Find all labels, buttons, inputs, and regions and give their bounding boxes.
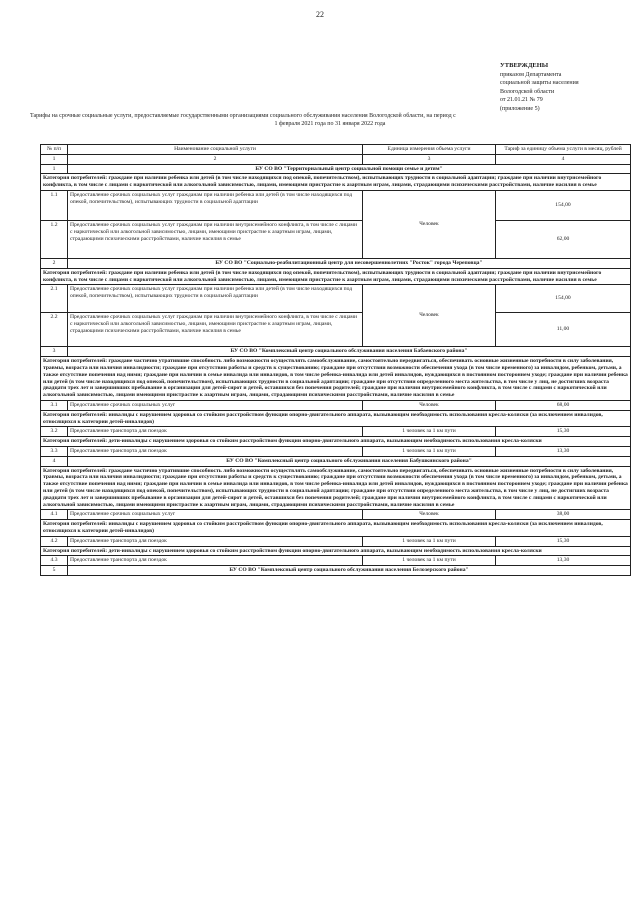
item-unit: 1 человек за 1 км пути <box>363 427 496 437</box>
category-text: Категория потребителей: инвалиды с нарушением здоровья со стойким расстройством функции опорно-двигательного аппарата, вызывающим необходимость использования кресла-коляски (за исключением инвалидов, относящихся к категории детей-инвалидов) <box>41 410 631 427</box>
category-text: Категория потребителей: граждане частично утратившие способность либо возможности осуществлять самообслуживание, самостоятельно передвигаться, обеспечивать основные жизненные потребности в силу заболевания, травмы, возраста или наличия инвалидности; граждане при отсутствии работы и средств к существованию; граждане при отсутствии возможности обеспечения ухода (в том числе временного) за инвалидом, ребенком, детьми, а также отсутствие попечения над ними; граждане при наличии в семье инвалида или инвалидов, в том числе ребенка-инвалида или детей инвалидов, нуждающихся в постоянном постороннем уходе; граждане при наличии ребенка или детей (в том числе находящихся под опекой, попечительством), испытывающих трудности в социальной адаптации; граждане при отсутствии определенного места жительства, в том числе у лиц, не достигших возраста двадцати трех лет и завершивших пребывание в организации для детей-сирот и детей, оставшихся без попечения родителей; граждане при наличии внутрисемейного конфликта, в том числе с лицами с наркотической или алкогольной зависимостью, лицами имеющими пристрастие к азартным играм, лицами, страдающими психическими расстройствами, наличие насилия в семье <box>41 466 631 510</box>
item-unit: Человек <box>363 400 496 410</box>
item-name: Предоставление срочных социальных услуг <box>68 400 363 410</box>
item-num: 4.2 <box>41 536 68 546</box>
item-num: 3.3 <box>41 446 68 456</box>
table-row <box>41 446 631 456</box>
category-text: Категория потребителей: граждане при наличии ребенка или детей (в том числе находящихся под опекой, попечительством), испытывающих трудности в социальной адаптации; граждане при наличии внутрисемейного конфликта, в том числе с лицами с наркотической или алкогольной зависимостью, лицами, имеющими пристрастие к азартным играм, лицами, страдающими психическими расстройствами, наличие насилия в семье <box>41 174 631 191</box>
approval-line: (приложение 5) <box>500 105 540 112</box>
item-unit: Человек <box>363 285 496 347</box>
title-line: Тарифы на срочные социальные услуги, предоставляемые государственными организациями социального обслуживания населения Вологодской области, на период с <box>30 113 456 119</box>
header-price: Тариф за единицу объема услуги в месяц, рублей <box>496 145 631 155</box>
section-row <box>41 456 631 466</box>
section-num: 1 <box>41 164 68 174</box>
category-row <box>41 410 631 427</box>
table-row <box>41 313 631 347</box>
item-name: Предоставление транспорта для поездок <box>68 556 363 566</box>
item-name: Предоставление срочных социальных услуг <box>68 510 363 520</box>
index-cell: 4 <box>496 154 631 164</box>
item-price: 38,00 <box>496 510 631 520</box>
category-text: Категория потребителей: дети-инвалиды с нарушением здоровья со стойким расстройством функции опорно-двигательного аппарата, вызывающим необходимость использования кресла-коляски <box>41 437 631 447</box>
organization-name: БУ СО ВО "Комплексный центр социального обслуживания населения Бабаевского района" <box>68 347 631 357</box>
section-num: 3 <box>41 347 68 357</box>
item-num: 2.1 <box>41 285 68 313</box>
section-row <box>41 566 631 576</box>
item-num: 4.1 <box>41 510 68 520</box>
category-row <box>41 520 631 537</box>
table-row <box>41 285 631 313</box>
item-price: 154,00 <box>496 285 631 313</box>
item-price: 154,00 <box>496 190 631 220</box>
approval-stamp <box>500 62 630 113</box>
item-name: Предоставление транспорта для поездок <box>68 446 363 456</box>
item-price: 68,00 <box>496 400 631 410</box>
document-title <box>30 112 630 128</box>
item-num: 3.2 <box>41 427 68 437</box>
item-unit: 1 человек за 1 км пути <box>363 446 496 456</box>
category-text: Категория потребителей: граждане при наличии ребенка или детей (в том числе находящихся под опекой, попечительством), испытывающих трудности в социальной адаптации; граждане при наличии внутрисемейного конфликта, в том числе с лицами с наркотической или алкогольной зависимостью, лицами, имеющими пристрастие к азартным играм, лицами, страдающими психическими расстройствами, наличие насилия в семье <box>41 268 631 285</box>
item-unit: 1 человек за 1 км пути <box>363 536 496 546</box>
header-unit: Единица измерения объема услуги <box>363 145 496 155</box>
category-text: Категория потребителей: дети-инвалиды с нарушением здоровья со стойким расстройством функции опорно-двигательного аппарата, вызывающим необходимость использования кресла-коляски <box>41 546 631 556</box>
item-name: Предоставление срочных социальных услуг гражданам при наличии ребенка или детей (в том числе находящихся под опекой, попечительством), испытывающих трудности в социальной адаптации <box>68 190 363 220</box>
organization-name: БУ СО ВО "Социально-реабилитационный центр для несовершеннолетних "Росток" города Череповца" <box>68 258 631 268</box>
category-row <box>41 174 631 191</box>
item-unit: 1 человек за 1 км пути <box>363 556 496 566</box>
column-index-row <box>41 154 631 164</box>
category-text: Категория потребителей: инвалиды с нарушением здоровья со стойким расстройством функции опорно-двигательного аппарата, вызывающим необходимость использования кресла-коляски (за исключением инвалидов, относящихся к категории детей-инвалидов) <box>41 520 631 537</box>
section-row <box>41 258 631 268</box>
category-row <box>41 357 631 401</box>
tariff-table <box>40 144 631 576</box>
table-row <box>41 427 631 437</box>
table-row <box>41 400 631 410</box>
header-num: № п/п <box>41 145 68 155</box>
item-unit: Человек <box>363 510 496 520</box>
item-num: 3.1 <box>41 400 68 410</box>
item-num: 1.2 <box>41 220 68 258</box>
table-row <box>41 536 631 546</box>
category-text: Категория потребителей: граждане частично утратившие способность либо возможности осуществлять самообслуживание, самостоятельно передвигаться, обеспечивать основные жизненные потребности в силу заболевания, травмы, возраста или наличия инвалидности; граждане при отсутствии работы и средств к существованию; граждане при отсутствии возможности обеспечения ухода (в том числе временного) за инвалидом, ребенком, детьми, а также отсутствие попечения над ними; граждане при наличии в семье инвалида или инвалидов, в том числе ребенка-инвалида или детей инвалидов, нуждающихся в постоянном постороннем уходе; граждане при наличии ребенка или детей (в том числе находящихся под опекой, попечительством), испытывающих трудности в социальной адаптации; граждане при отсутствии определенного места жительства, в том числе у лиц, не достигших возраста двадцати трех лет и завершивших пребывание в организации для детей-сирот и детей, оставшихся без попечения родителей; граждане при наличии внутрисемейного конфликта, в том числе с лицами с наркотической или алкогольной зависимостью, лицами имеющими пристрастие к азартным играм, лицами, страдающими психическими расстройствами, наличие насилия в семье <box>41 357 631 401</box>
section-row <box>41 347 631 357</box>
item-unit: Человек <box>363 190 496 258</box>
approval-date: от 21.01.21 № 79 <box>500 97 543 103</box>
item-price: 15,30 <box>496 536 631 546</box>
item-price: 11,00 <box>496 313 631 347</box>
item-name: Предоставление срочных социальных услуг гражданам при наличии внутрисемейного конфликта, в том числе с лицами с наркотической или алкогольной зависимостью, лицами, имеющими пристрастие к азартным играм, лицами, страдающими психическими расстройствами, наличие насилия в семье <box>68 220 363 258</box>
approval-heading: УТВЕРЖДЕНЫ <box>500 62 549 69</box>
item-name: Предоставление транспорта для поездок <box>68 536 363 546</box>
category-row <box>41 268 631 285</box>
index-cell: 1 <box>41 154 68 164</box>
index-cell: 2 <box>68 154 363 164</box>
item-num: 1.1 <box>41 190 68 220</box>
index-cell: 3 <box>363 154 496 164</box>
category-row <box>41 437 631 447</box>
table-row <box>41 510 631 520</box>
item-price: 13,30 <box>496 446 631 456</box>
table-row <box>41 190 631 220</box>
section-num: 4 <box>41 456 68 466</box>
category-row <box>41 466 631 510</box>
category-row <box>41 546 631 556</box>
approval-line: социальной защиты населения <box>500 80 579 86</box>
section-num: 2 <box>41 258 68 268</box>
table-row <box>41 556 631 566</box>
section-row <box>41 164 631 174</box>
item-price: 13,30 <box>496 556 631 566</box>
organization-name: БУ СО ВО "Комплексный центр социального обслуживания населения Белозерского района" <box>68 566 631 576</box>
table-header-row <box>41 145 631 155</box>
item-name: Предоставление срочных социальных услуг гражданам при наличии ребенка или детей (в том числе находящихся под опекой, попечительством), испытывающих трудности в социальной адаптации <box>68 285 363 313</box>
section-num: 5 <box>41 566 68 576</box>
table-row <box>41 220 631 258</box>
header-name: Наименование социальной услуги <box>68 145 363 155</box>
approval-line: Вологодской области <box>500 88 555 95</box>
page-number: 22 <box>316 10 324 19</box>
organization-name: БУ СО ВО "Комплексный центр социального обслуживания населения Бабушкинского района" <box>68 456 631 466</box>
title-line: 1 февраля 2021 года по 31 января 2022 года <box>274 121 386 127</box>
item-name: Предоставление транспорта для поездок <box>68 427 363 437</box>
item-name: Предоставление срочных социальных услуг гражданам при наличии внутрисемейного конфликта, в том числе с лицами с наркотической или алкогольной зависимостью, лицами, имеющими пристрастие к азартным играм, лицами, страдающими психическими расстройствами, наличие насилия в семье <box>68 313 363 347</box>
item-price: 15,30 <box>496 427 631 437</box>
item-num: 4.3 <box>41 556 68 566</box>
item-num: 2.2 <box>41 313 68 347</box>
organization-name: БУ СО ВО "Территориальный центр социальной помощи семье и детям" <box>68 164 631 174</box>
item-price: 62,00 <box>496 220 631 258</box>
approval-line: приказом Департамента <box>500 71 562 78</box>
